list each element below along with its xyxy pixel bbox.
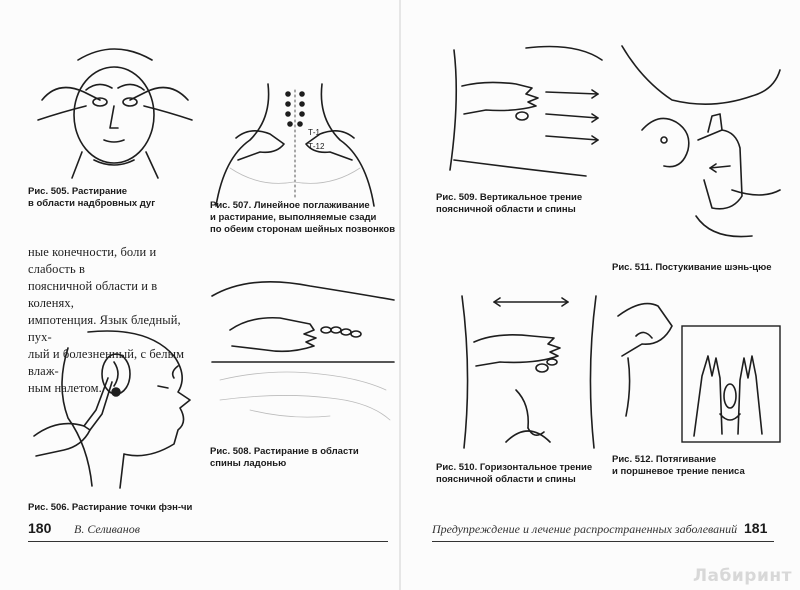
figure-510-illustration bbox=[436, 292, 606, 452]
figure-510-caption bbox=[436, 462, 606, 486]
page-number-right: 181 bbox=[744, 520, 768, 536]
figure-508-illustration bbox=[210, 270, 395, 435]
caption-line: Рис. 507. Линейное поглаживание bbox=[210, 200, 370, 211]
caption-line: Рис. 506. Растирание точки фэн-чи bbox=[28, 502, 193, 513]
caption-line: и растирание, выполняемые сзади bbox=[210, 212, 377, 223]
spine-label-t1: Т-1 bbox=[308, 128, 320, 137]
text-line: импотенция. Язык бледный, пух- bbox=[28, 313, 181, 344]
figure-506-drawing bbox=[28, 326, 203, 491]
figure-511-caption bbox=[612, 262, 782, 274]
caption-line: Рис. 511. Постукивание шэнь-цюе bbox=[612, 262, 772, 273]
figure-508-drawing bbox=[210, 270, 395, 435]
spine-label-t12: Т-12 bbox=[308, 142, 325, 151]
figure-509-drawing bbox=[436, 40, 606, 190]
caption-line: Рис. 512. Потягивание bbox=[612, 454, 717, 465]
figure-511-drawing bbox=[612, 40, 782, 250]
figure-505-caption bbox=[28, 186, 198, 210]
footer-rule-right bbox=[432, 541, 774, 542]
figure-512-drawing bbox=[612, 296, 782, 446]
caption-line: поясничной области и спины bbox=[436, 204, 576, 215]
caption-line: поясничной области и спины bbox=[436, 474, 576, 485]
caption-line: Рис. 509. Вертикальное трение bbox=[436, 192, 583, 203]
figure-505-drawing bbox=[28, 40, 198, 180]
caption-line: Рис. 508. Растирание в области bbox=[210, 446, 359, 457]
caption-line: Рис. 505. Растирание bbox=[28, 186, 128, 197]
figure-507-illustration bbox=[210, 78, 380, 208]
running-head-right: Предупреждение и лечение распространенных заболеваний bbox=[432, 522, 738, 536]
page-number-left: 180 bbox=[28, 520, 52, 536]
figure-505-illustration bbox=[28, 40, 198, 180]
watermark: Лабиринт bbox=[692, 566, 792, 586]
caption-line: Рис. 510. Горизонтальное трение bbox=[436, 462, 593, 473]
figure-509-illustration bbox=[436, 40, 606, 190]
text-line: ным налетом. bbox=[28, 381, 102, 395]
caption-line: и поршневое трение пениса bbox=[612, 466, 745, 477]
figure-508-caption bbox=[210, 446, 385, 470]
caption-line: по обеим сторонам шейных позвонков bbox=[210, 224, 396, 235]
figure-510-drawing bbox=[436, 292, 606, 452]
figure-512-illustration bbox=[612, 296, 782, 446]
figure-512-caption bbox=[612, 454, 782, 478]
figure-506-caption bbox=[28, 502, 203, 514]
footer-rule-left bbox=[28, 541, 388, 542]
figure-511-illustration bbox=[612, 40, 782, 250]
caption-line: в области надбровных дуг bbox=[28, 198, 156, 209]
figure-506-illustration bbox=[28, 326, 203, 491]
text-line: лый и болезненный, с белым влаж- bbox=[28, 347, 185, 378]
running-head-left: В. Селиванов bbox=[74, 522, 140, 536]
figure-507-drawing bbox=[210, 78, 380, 208]
text-line: поясничной области и в коленях, bbox=[28, 279, 158, 310]
figure-509-caption bbox=[436, 192, 606, 216]
text-line: ные конечности, боли и слабость в bbox=[28, 245, 157, 276]
caption-line: спины ладонью bbox=[210, 458, 287, 469]
figure-507-caption bbox=[210, 200, 400, 236]
